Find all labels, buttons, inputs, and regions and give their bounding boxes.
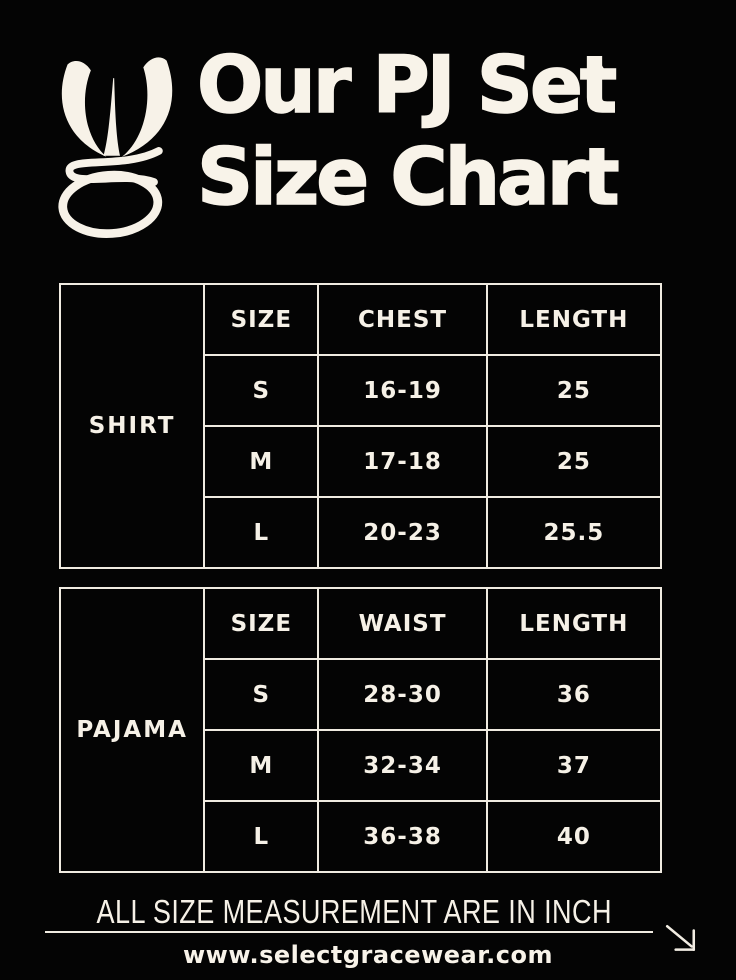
table-cell: 25	[487, 355, 661, 426]
column-header: LENGTH	[487, 588, 661, 659]
column-header: SIZE	[204, 284, 318, 355]
page-title-line2: Size Chart	[197, 133, 617, 223]
header-row	[60, 284, 661, 355]
table-cell: 37	[487, 730, 661, 801]
table-cell: S	[204, 659, 318, 730]
gracewear-logo-icon	[52, 56, 188, 242]
table-cell: 36-38	[318, 801, 486, 872]
page-title	[197, 40, 617, 224]
table-cell: 25.5	[487, 497, 661, 568]
arrow-down-right-icon	[664, 924, 698, 954]
table-cell: M	[204, 426, 318, 497]
table-cell: 20-23	[318, 497, 486, 568]
pajama-size-table	[59, 587, 662, 873]
table-cell: 32-34	[318, 730, 486, 801]
measurement-note: ALL SIZE MEASUREMENT ARE IN INCH	[96, 893, 612, 930]
sparkle-icon	[583, 58, 609, 84]
table-cell: L	[204, 801, 318, 872]
measurement-note-wrap	[40, 893, 654, 931]
table-cell: 25	[487, 426, 661, 497]
column-header: SIZE	[204, 588, 318, 659]
shirt-size-table	[59, 283, 662, 569]
note-underline	[45, 931, 653, 933]
table-cell: 28-30	[318, 659, 486, 730]
table-cell: L	[204, 497, 318, 568]
table-row-label: PAJAMA	[60, 588, 204, 872]
page-title-line1: Our PJ Set	[197, 41, 615, 131]
table-row-label: SHIRT	[60, 284, 204, 568]
website-url: www.selectgracewear.com	[183, 941, 553, 969]
column-header: LENGTH	[487, 284, 661, 355]
table-cell: M	[204, 730, 318, 801]
column-header: WAIST	[318, 588, 486, 659]
table-cell: 36	[487, 659, 661, 730]
table-cell: 17-18	[318, 426, 486, 497]
header-row	[60, 588, 661, 659]
column-header: CHEST	[318, 284, 486, 355]
table-cell: S	[204, 355, 318, 426]
table-cell: 16-19	[318, 355, 486, 426]
table-cell: 40	[487, 801, 661, 872]
